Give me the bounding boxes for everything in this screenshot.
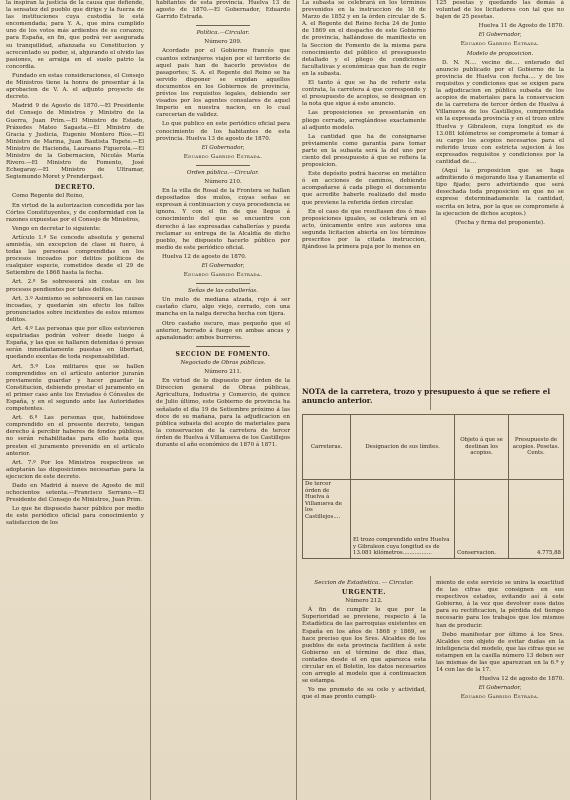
article: Art. 6.º Las personas que, habiéndose comprendido en el presente decreto, tengan derecho á percibir haberes de fondos públicos, no serán rehabilitadas para ello hasta que presten el juramento prevenido en el artículo anterior.	[6, 415, 144, 457]
section-heading: Modelo de proposicion.	[466, 50, 534, 57]
signature-name: Eduardo Garrido Estrada.	[183, 153, 263, 160]
article: Art. 7.º Por los Ministros respectivos se adoptarán las disposiciones necesarias para la ejecucion de este decreto.	[6, 459, 144, 480]
paragraph: miento de este servicio se unira la exactitud de las cifras que consignen en sus respectivos estados, evitando así á este Gobierno, á la vez que devolver esos datos para su rectificacion, la pérdida del tiempo necesario para los trabajos que los mismos han de producir.	[436, 580, 564, 629]
table-header: Designacion de sus límites.	[351, 415, 455, 480]
paragraph: Lo que he dispuesto hacer público por medio de este periódico oficial para conocimiento y satisfaccion de los	[6, 506, 144, 527]
column-4	[436, 0, 564, 380]
paragraph: En virtud de la autorizacion concedida por las Córtes Constituyentes, y de conformidad con la razones expuestas por el Consejo de Ministros,	[6, 202, 144, 223]
signature-name: Eduardo Garrido Estrada.	[460, 694, 540, 701]
paragraph: Las proposiciones se presentarán en pliego cerrado, arreglándose exactamente al adjunto modelo.	[302, 110, 426, 131]
signature-title: El Gobernador,	[201, 144, 245, 151]
signature-title: El Gobernador,	[478, 32, 522, 39]
column-rule	[150, 0, 151, 800]
column-rule	[296, 0, 297, 800]
number-heading: Número 211.	[204, 369, 242, 376]
number-heading: Número 209.	[204, 39, 242, 46]
column-rule	[430, 0, 431, 410]
table-cell: 4.775,88	[508, 480, 563, 559]
paragraph: Debo manifestar por último á los Sres. Alcaldes con objeto de evitar dudas en la inteligencia del modelo, que las cifras que se estampen en la casilla número 13 deben ser las mismas de las que aparezcan en la 6.ª y 14 con las de la 17.	[436, 631, 564, 674]
heading-decreto: DECRETO.	[54, 184, 96, 192]
table-header: Presupuesto de acopios. Pesetas. Cents.	[508, 415, 563, 480]
paragraph: Fundado en estas consideraciones, el Consejo de Ministros tiene la honra de presentar á la aprobacion de V. A. el adjunto proyecto de decreto.	[6, 72, 144, 101]
paragraph: Acordado por el Gobierno francés que cuantos extranjeros viajen por el territorio de aquel pais han de hacerlo provistos de pasaportes; S. A. el Regente del Reino se ha servido disponer se expidan aquellos documentos en los Gobiernos de provincia, prévios los requisitos legales, debiendo ser visados por los agentes consulares de aquel Imperio en nuestra nacion, en lo cual carecerian de validez.	[156, 48, 290, 119]
paragraph: Otro castaño oscuro, mas pequeño que el anterior, herrado á fuego en ambas ancas y apanalonado: ambos burreros.	[156, 320, 290, 341]
divider	[196, 346, 250, 347]
signature-title: El Gobernador,	[478, 685, 522, 692]
paragraph: Lo que publico en este periódico oficial para conocimiento de los habitantes de esta provincia. Huelva 13 de agosto de 1870.	[156, 121, 290, 142]
paragraph: Este depósito podrá hacerse en metálico ó en acciones de caminos, debiendo acompañarse á cada pliego el documento que acredite haberle realizado del modo que previene la referida órden circular.	[302, 171, 426, 206]
article: Art. 4.º Las personas que por ellos estuvieren expatriadas podrán volver desde luego á España, y las que se hallaren detenidas ó presas serán inmediatamente puestas en libertad, quedando exentas de toda responsabilidad.	[6, 326, 144, 361]
divider	[196, 283, 250, 284]
section-heading: Orden pública.—Circular.	[186, 169, 260, 176]
paragraph: 125 pesetas y quedando las demás á voluntad de los licitadores con tal que no bajen de 25 pesetas.	[436, 0, 564, 21]
paragraph: habitantes de esta provincia. Huelva 13 de agosto de 1870.—El Gobernador, Eduardo Garrido Estrada.	[156, 0, 290, 21]
table-header: Objeto á que se destinan los acopios.	[455, 415, 509, 480]
divider	[196, 25, 250, 26]
paragraph: En virtud de lo dispuesto por órden de la Direccion general de Obras públicas, Agricultura, Industria y Comercio, de quince de Julio último, este Gobierno de provincia ha señalado el dia 19 de Setiembre próximo á las doce de su mañana, para la adjudicacion en pública subasta del acopio de materiales para la conservacion de la carretera de tercer órden de Huelva á Villanueva de los Castillejos durante el año económico de 1870 á 1871.	[156, 378, 290, 448]
article: Art. 5.º Los militares que se hallen comprendidos en el artículo anterior jurarán previamente guardar y hacer guardar la Constitucion, debiendo prestar el juramento en el primer caso ante los Enviados ó Cónsules de España, y en el segundo ante las Autoridades competentes.	[6, 363, 144, 413]
paragraph: Huelva 12 de agosto de 1870.	[479, 676, 564, 683]
paragraph: Madrid 9 de Agosto de 1870.—El Presidente del Consejo de Ministros y Ministro de la Guerra, Juan Prim.—El Ministro de Estado, Práxedes Mateo Sagasta.—El Ministro de Gracia y Justicia, Eugenio Montero Ríos.—El Ministro de Marina, Juan Bautista Topete.—El Ministro de Hacienda, Laureano Figuerola.—El Ministro de la Gobernacion, Nicolás María Rivero.—El Ministro de Fomento, José Echegaray.—El Ministro de Ultramar, Segismundo Moret y Prendergast.	[6, 103, 144, 181]
table-header-row	[303, 415, 564, 480]
paragraph: Dado en Madrid á nueve de Agosto de mil ochocientos setenta.—Francisco Serrano.—El Presidente del Consejo de Ministros, Juan Prim.	[6, 483, 144, 504]
divider	[196, 165, 250, 166]
paragraph: Huelva 11 de Agosto de 1870.	[478, 23, 564, 30]
signature-name: Eduardo Garrido Estrada.	[460, 41, 540, 48]
paragraph: La subasta se celebrará en los términos prevenidos en la instruccion de 18 de Marzo de 1852 y en la órden circular de S. A. el Regente del Reino fecha 24 de Junio de 1869 en el despacho de este Gobierno de provincia, hallándose de manifiesto en la Seccion de Fomento de la misma para conocimiento del público el presupuesto detallado y el pliego de condiciones facultativas y económicas que han de regir en la subasta.	[302, 0, 426, 77]
paragraph: Un mulo de mediana alzada, rojo á ser castaño claro, algo viejo, cerrado, con una mancha en la nalga derecha hecha con tijera.	[156, 297, 290, 318]
paragraph: Vengo en decretar lo siguiente:	[12, 225, 101, 232]
paragraph: En la villa de Rosal de la Frontera se hallan depositados dos mulos, cuyas señas se expresan á continuacion y cuya procedencia se ignora. Y con el fin de que llegue á conocimiento del que se encuentre con derecho á las expresadas caballerías y pueda reclamar su entrega de la Alcaldía de dicho pueblo, he dispuesto hacerlo público por medio de este periódico oficial.	[156, 188, 290, 251]
table-cell: El trozo comprendido entre Huelva y Gibraleon cuya longitud es de 13.081 kilómetros.................	[351, 480, 455, 559]
paragraph: (Aquí la proposicion que se haga admitiendo ó mejorando lisa y llanamente el tipo fijado; pero advirtiendo que será desechada toda proposicion en que no se exprese determinadamente la cantidad, escrita en letra, por la que se compromete á la ejecucion de dichos acopios.)	[436, 168, 564, 217]
paragraph: Yo me prometo de su celo y actividad, que el mas pronto cumpli-	[302, 687, 426, 701]
table-cell: Conservacion.	[455, 480, 509, 559]
paragraph: la inspiran la justicia de la causa que defiende, la sensatez del pueblo que dirige y la fuerza de las instituciones cuya custodia le está encomendada; para Y. A., que mira cumplido uno de los votos más ardientes de su corazon; para España, en fin, que podrá ver asegurada su tranquilidad, afianzada su Constitucion y acrecentado su poder, si, abjurando el olvido las pasiones, se arraiga en el suelo patrio la concordia.	[6, 0, 144, 70]
signature-title: El Gobernador,	[201, 263, 245, 269]
table-cell: De tercer órden de Huelva á Villanueva de los Castillejos....	[303, 480, 351, 559]
table-row	[303, 480, 564, 559]
section-heading: Negociado de Obras públicas.	[180, 359, 266, 366]
paragraph: D. N. N.... vecino de.... enterado del anuncio publicado por el Gobierno de la provincia de Huelva con fecha.... y de los requisitos y condiciones que se exigen para la adjudicacion en pública subasta de los acopios de materiales para la conservacion de la carretera de tercer órden de Huelva á Villanueva de los Castillejos, comprendida en la expresada provincia y en el trozo entre Huelva y Gibraleon, cuya longitud es de 13.081 kilómetros se compromete á tomar á su cargo los acopios necesarios para el referido trozo con estricta sujecion á los expresados requisitos y condiciones por la cantidad de....	[436, 59, 564, 165]
section-heading: Seccion de Estadística. — Circular.	[314, 580, 414, 586]
article: Art. 3.º Asimismo se sobreseerá en las causas incoadas, y quedarán sin efecto los fallos pronunciados sobre incidentes de estos mismos delitos.	[6, 295, 144, 323]
column-6	[436, 580, 564, 800]
column-3	[302, 0, 426, 380]
nota-heading: NOTA de la carretera, trozo y presupuesto á que se refiere el anuncio anterior.	[302, 387, 551, 405]
section-heading: Política.—Circular.	[196, 30, 250, 37]
signature-name: Eduardo Garrido Estrada.	[183, 272, 263, 279]
paragraph: Á fin de cumplir lo que por la Superioridad se previene, respecto á la Estadística de las parroquias existentes en España en los años de 1868 y 1869, se hace preciso que los Sres. Alcaldes de los pueblos de esta provincia faciliten á este Gobierno en el término de diez dias, contados desde el en que aparezca esta circular en el Boletin, los datos necesarios con arreglo al modelo que á continuacion se estampa.	[302, 607, 426, 685]
number-heading: Número 210.	[204, 178, 242, 185]
paragraph: El tanto á que se ha de referir esta contrata, la carretera á que corresponde y el presupuesto de acopios, se designan en la nota que sigue á este anuncio.	[302, 80, 426, 108]
column-5	[302, 580, 426, 800]
article: Artículo 1.º Se concede absoluta y general amnistía, sin excepcion de clase ni fuero, á todas las personas comprendidas en los procesos incoados por delitos políticos de cualquier especie, cometidos desde el 29 de Setiembre de 1868 hasta la fecha.	[6, 234, 144, 277]
number-heading: Número 212.	[345, 598, 383, 605]
urgent-heading: URGENTE.	[341, 588, 387, 597]
column-rule	[430, 576, 431, 800]
column-2	[156, 0, 290, 800]
paragraph: (Fecha y firma del proponente).	[455, 219, 545, 226]
paragraph: La cantidad que ha de consignarse prèviamente como garantía para tomar parte en la subasta será la del uno por ciento del presupuesto á que se refiera la proposicion.	[302, 133, 426, 169]
article: Art. 2.º Se sobreseerá sin costas en los procesos pendientes por tales delitos.	[6, 279, 144, 293]
section-heading: Señas de las caballerías.	[188, 288, 258, 295]
section-title: SECCION DE FOMENTO.	[175, 350, 271, 358]
paragraph: En el caso de que resultasen dos ó mas proposiciones iguales, se celebrará en el acto, únicamente entre sus autores una segunda licitacion abierta en los términos prescritos por la citada instruccion, fijándose la primera puja por lo menos en	[302, 208, 426, 251]
paragraph: Como Regente del Reino,	[12, 193, 84, 200]
column-1	[6, 0, 144, 800]
table-header: Carreteras.	[303, 415, 351, 480]
paragraph: Huelva 12 de agosto de 1870.	[162, 253, 247, 260]
budget-table	[302, 414, 564, 559]
